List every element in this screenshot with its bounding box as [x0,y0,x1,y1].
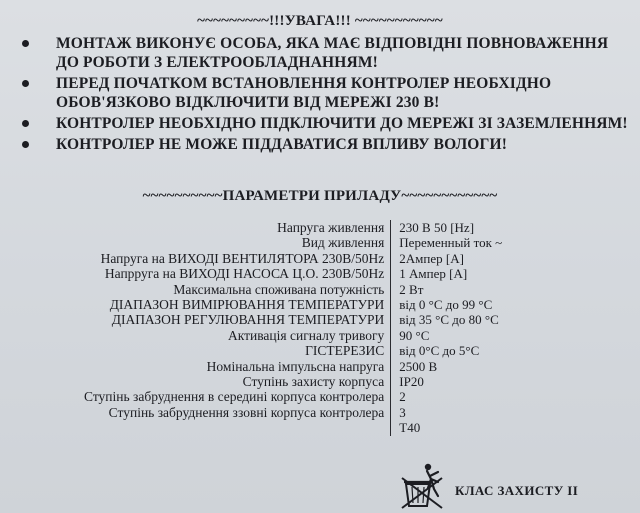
param-value: IP20 [399,374,424,390]
warning-item [22,135,632,154]
table-row [80,297,506,312]
param-label: Напруга живлення [80,220,391,235]
param-label: Напруга на ВИХОДІ ВЕНТИЛЯТОРА 230В/50Hz [80,251,391,266]
param-value: 1 Ампер [А] [399,266,468,282]
warning-item [22,34,632,72]
param-value: Переменный ток ~ [399,235,503,251]
table-row [80,374,506,389]
param-label: Ступінь захисту корпуса [80,374,391,389]
warning-heading: ~~~~~~~~~!!!УВАГА!!! ~~~~~~~~~~~ [197,13,443,29]
param-label: Напрруга на ВИХОДІ НАСОСА Ц.О. 230В/50Hz [80,266,391,281]
warning-text: МОНТАЖ ВИКОНУЄ ОСОБА, ЯКА МАЄ ВІДПОВІДНІ ПОВНОВАЖЕННЯ ДО РОБОТИ З ЕЛЕКТРООБЛАДНАННЯМ! [56,35,609,71]
param-value: 2Ампер [А] [399,250,464,266]
warning-list [22,34,632,156]
table-row [80,266,506,281]
weee-crossed-bin-icon [398,462,446,510]
warning-item [22,114,632,133]
param-label: Максимальна споживана потужність [80,282,391,297]
table-row [80,282,506,297]
param-value: 2 Вт [399,281,424,297]
param-label: Номінальна імпульсна напруга [80,359,391,374]
bullet-icon [22,40,29,47]
warning-text: КОНТРОЛЕР НЕ МОЖЕ ПІДДАВАТИСЯ ВПЛИВУ ВОЛОГИ! [56,136,508,153]
param-label: ДІАПАЗОН РЕГУЛЮВАННЯ ТЕМПЕРАТУРИ [80,312,391,327]
params-table [80,220,506,436]
param-label: ДІАПАЗОН ВИМІРЮВАННЯ ТЕМПЕРАТУРИ [80,297,391,312]
table-row [80,405,506,420]
table-row [80,220,506,235]
params-heading: ~~~~~~~~~~ПАРАМЕТРИ ПРИЛАДУ~~~~~~~~~~~~ [142,188,498,204]
warning-item [22,74,632,112]
param-label: Вид живлення [80,235,391,250]
table-row [80,359,506,374]
param-value: від 35 °С до 80 °С [399,312,499,328]
table-row [80,343,506,358]
param-label: ГІСТЕРЕЗИС [80,343,391,358]
warning-text: КОНТРОЛЕР НЕОБХІДНО ПІДКЛЮЧИТИ ДО МЕРЕЖІ ЗІ ЗАЗЕМЛЕННЯМ! [56,115,628,132]
param-label: Активація сигналу тривогу [80,328,391,343]
protection-class-label: КЛАС ЗАХИСТУ II [455,483,579,498]
table-row [80,328,506,343]
param-label: Ступінь забруднення ззовні корпуса контролера [80,405,391,420]
bullet-icon [22,141,29,148]
param-value: від 0°С до 5°С [399,343,480,359]
param-label: Ступінь забруднення в середині корпуса контролера [80,389,391,404]
param-value: 2500 В [399,358,438,374]
param-value: 2 [399,389,406,405]
param-value: Т40 [399,420,421,436]
warning-text: ПЕРЕД ПОЧАТКОМ ВСТАНОВЛЕННЯ КОНТРОЛЕР НЕОБХІДНО ОБОВ'ЯЗКОВО ВІДКЛЮЧИТИ ВІД МЕРЕЖІ 230 В! [56,75,552,111]
table-row [80,389,506,404]
param-label [80,420,391,435]
bullet-icon [22,120,29,127]
table-row [80,235,506,250]
table-row [80,251,506,266]
param-value: від 0 °С до 99 °С [399,297,493,313]
param-value: 3 [399,404,406,420]
table-row [80,420,506,435]
param-value: 230 В 50 [Hz] [399,220,475,235]
bullet-icon [22,80,29,87]
table-row [80,312,506,327]
param-value: 90 °С [399,327,430,343]
